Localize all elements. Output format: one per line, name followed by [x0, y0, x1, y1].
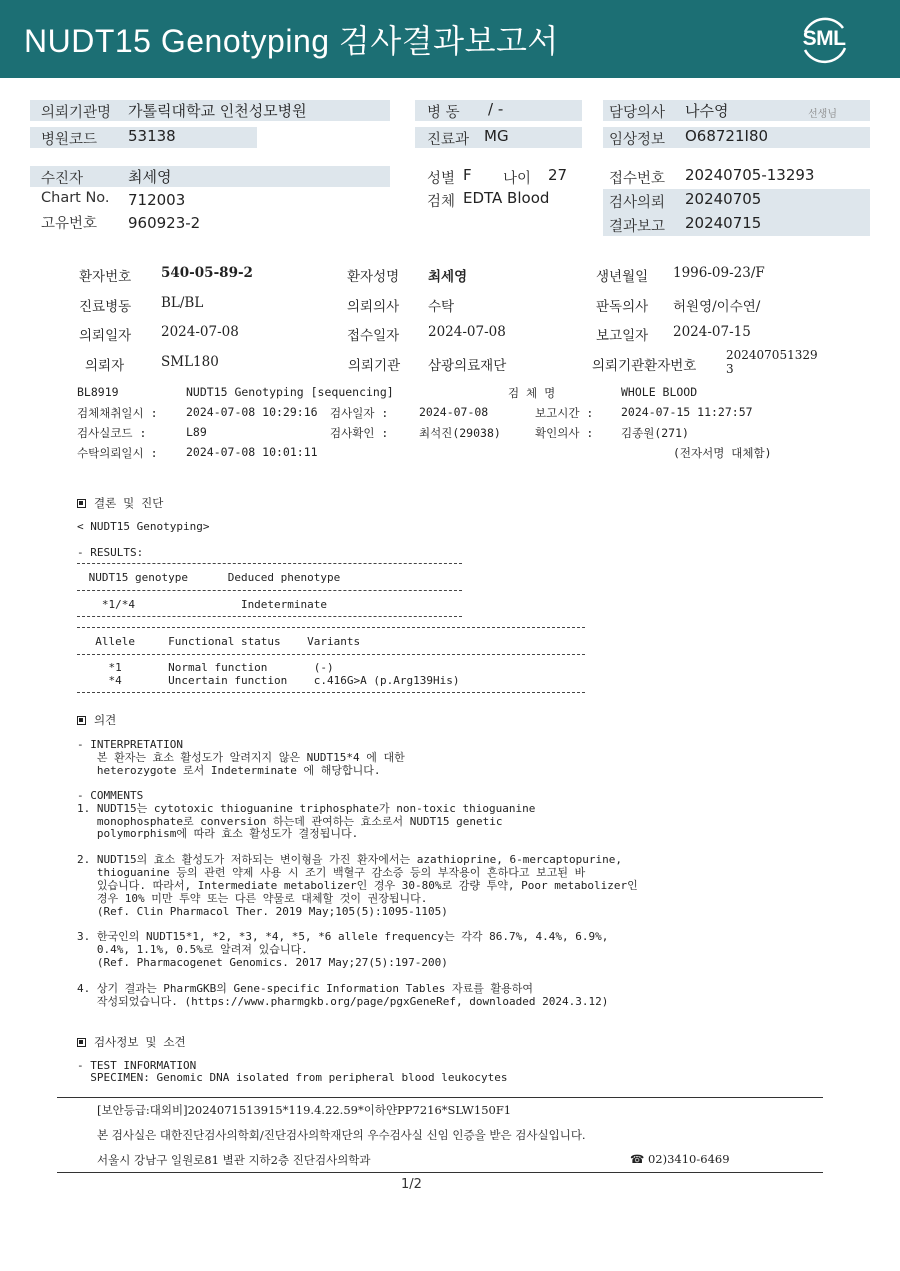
confirm-label: 검사확인 : [330, 426, 389, 440]
comment-2-line-3: 있습니다. 따라서, Intermediate metabolizer인 경우 30-80%로 감량 투약, Poor metabolizer인 [77, 879, 638, 892]
cert-line: 본 검사실은 대한진단검사의학회/진단검사의학재단의 우수검사실 신임 인증을 받은 검사실입니다. [97, 1128, 586, 1142]
table1-mid-rule [77, 590, 462, 591]
reporttime-value: 2024-07-15 11:27:57 [621, 405, 753, 419]
hospital-code-value: 53138 [128, 127, 176, 145]
request-label: 검사의뢰 [609, 195, 666, 211]
ward-label: 병 동 [427, 105, 460, 121]
testinfo-line-1: - TEST INFORMATION [77, 1059, 197, 1072]
opinion-heading [77, 712, 116, 728]
conclusion-heading-text: 결론 및 진단 [94, 496, 164, 510]
table1-row: *1/*4 Indeterminate [82, 598, 328, 611]
comment-3-line-3: (Ref. Pharmacogenet Genomics. 2017 May;27(5):197-200) [77, 956, 448, 969]
comment-1-line-1: 1. NUDT15는 cytotoxic thioguanine triphosphate가 non-toxic thioguanine [77, 802, 536, 815]
doctor-label: 담당의사 [609, 105, 666, 121]
reader-value: 허원영/이수연/ [673, 299, 761, 315]
report-title: NUDT15 Genotyping 검사결과보고서 [24, 23, 559, 59]
age-label: 나이 [503, 171, 532, 187]
consign-label: 수탁의뢰일시 : [77, 446, 158, 460]
ward-grid-value: BL/BL [161, 295, 204, 311]
chart-value: 712003 [128, 191, 186, 209]
confirmdoc-value: 김종원(271) [621, 426, 689, 440]
consign-value: 2024-07-08 10:01:11 [186, 445, 318, 459]
receipt-label: 접수번호 [609, 171, 666, 187]
hospital-code-label: 병원코드 [41, 132, 98, 148]
testinfo-heading-text: 검사정보 및 소견 [94, 1035, 186, 1049]
meta-specimen-value: WHOLE BLOOD [621, 385, 698, 399]
table2-row-2: *4 Uncertain function c.416G>A (p.Arg139His) [82, 674, 460, 687]
page-number: 1/2 [401, 1177, 422, 1192]
comment-2-line-4: 경우 10% 미만 투약 또는 다른 약물로 대체할 것이 권장됩니다. [77, 892, 428, 905]
table2-bottom-rule [77, 692, 585, 693]
interpretation-line-2: 본 환자는 효소 활성도가 알려지지 않은 NUDT15*4 에 대한 [77, 751, 405, 764]
labcode-value: L89 [186, 425, 207, 439]
confirmdoc-label: 확인의사 : [535, 426, 594, 440]
org-patient-no-value: 202407051329 [726, 348, 818, 362]
org-patient-no-label: 의뢰기관환자번호 [592, 358, 697, 374]
chart-label: Chart No. [41, 190, 110, 206]
birth-label: 생년월일 [596, 269, 649, 285]
age-value: 27 [548, 166, 568, 184]
sex-label: 성별 [427, 171, 456, 187]
esign-note: (전자서명 대체함) [673, 446, 772, 460]
table2-top-rule [77, 627, 585, 628]
section-square-icon [77, 716, 86, 725]
table2-mid-rule [77, 654, 585, 655]
table1-top-rule [77, 563, 462, 564]
interpretation-line-1: - INTERPRETATION [77, 738, 183, 751]
dept-label: 진료과 [427, 132, 470, 148]
unique-value: 960923-2 [128, 214, 201, 232]
collect-value: 2024-07-08 10:29:16 [186, 405, 318, 419]
testinfo-heading [77, 1034, 186, 1050]
org-patient-no-value-wrap: 3 [726, 362, 734, 376]
comments-label: - COMMENTS [77, 789, 144, 802]
comment-4-line-2: 작성되었습니다. (https://www.pharmgkb.org/page/pgxGeneRef, downloaded 2024.3.12) [77, 995, 609, 1008]
logo-text: SML [802, 27, 846, 50]
reader-label: 판독의사 [596, 299, 649, 315]
meta-specimen-label: 검 체 명 [508, 386, 556, 400]
sex-value: F [463, 166, 472, 184]
patient-label: 수진자 [41, 171, 84, 187]
patient-value: 최세영 [128, 168, 172, 186]
table1-bottom-rule [77, 616, 462, 617]
rep-date-value: 2024-07-15 [673, 324, 751, 340]
comment-2-line-1: 2. NUDT15의 효소 활성도가 저하되는 변이형을 가진 환자에서는 azathioprine, 6-mercaptopurine, [77, 853, 623, 866]
testdate-value: 2024-07-08 [419, 405, 489, 419]
comment-3-line-1: 3. 한국인의 NUDT15*1, *2, *3, *4, *5, *6 allele frequency는 각각 86.7%, 4.4%, 6.9%, [77, 930, 609, 943]
clinical-value: O68721I80 [685, 127, 769, 145]
req-org-label: 의뢰기관 [348, 358, 401, 374]
test-name: NUDT15 Genotyping [sequencing] [186, 385, 394, 399]
request-value: 20240705 [685, 190, 762, 208]
comment-3-line-2: 0.4%, 1.1%, 0.5%로 알려져 있습니다. [77, 943, 308, 956]
confirm-value: 최석진(29038) [419, 426, 501, 440]
address-line: 서울시 강남구 일원로81 별관 지하2층 진단검사의학과 [97, 1153, 371, 1167]
section-square-icon [77, 499, 86, 508]
dept-value: MG [484, 127, 509, 145]
rec-date-label: 접수일자 [347, 328, 400, 344]
birth-value: 1996-09-23/F [673, 265, 765, 281]
table2-header: Allele Functional status Variants [82, 635, 361, 648]
req-doctor-label: 의뢰의사 [347, 299, 400, 315]
patient-no-label: 환자번호 [79, 269, 132, 285]
conclusion-heading [77, 495, 163, 511]
specimen-value: EDTA Blood [463, 189, 550, 207]
test-code: BL8919 [77, 385, 119, 399]
patient-bar [30, 166, 390, 187]
comment-2-line-5: (Ref. Clin Pharmacol Ther. 2019 May;105(5):1095-1105) [77, 905, 448, 918]
collect-label: 검체채취일시 : [77, 406, 158, 420]
receipt-value: 20240705-13293 [685, 166, 815, 184]
requester-value: SML180 [161, 354, 219, 370]
requester-label: 의뢰자 [85, 358, 125, 374]
testinfo-line-2: SPECIMEN: Genomic DNA isolated from peripheral blood leukocytes [77, 1071, 508, 1084]
comment-2-line-2: thioguanine 등의 관련 약제 사용 시 조기 백혈구 감소증 등의 부작용이 흔하다고 보고된 바 [77, 866, 586, 879]
phone-line: ☎ 02)3410-6469 [630, 1152, 730, 1166]
req-org-value: 삼광의료재단 [428, 358, 507, 374]
opinion-heading-text: 의견 [94, 713, 117, 727]
footer-top-rule [57, 1097, 823, 1098]
security-line: [보안등급:대외비]2024071513915*119.4.22.59*이하얀PP7216*SLW150F1 [97, 1103, 512, 1117]
req-date-label: 의뢰일자 [79, 328, 132, 344]
unique-label: 고유번호 [41, 216, 98, 232]
sml-logo [797, 14, 851, 64]
patient-name-value: 최세영 [428, 269, 468, 285]
req-date-value: 2024-07-08 [161, 324, 239, 340]
specimen-label: 검체 [427, 194, 456, 210]
doctor-suffix: 선생님 [808, 109, 837, 120]
testdate-label: 검사일자 : [330, 406, 389, 420]
ward-value: / - [488, 100, 504, 118]
ward-grid-label: 진료병동 [79, 299, 132, 315]
hospital-label: 의뢰기관명 [41, 105, 112, 121]
interpretation-line-3: heterozygote 로서 Indeterminate 에 해당합니다. [77, 764, 381, 777]
table1-header: NUDT15 genotype Deduced phenotype [82, 571, 341, 584]
patient-name-label: 환자성명 [347, 269, 400, 285]
labcode-label: 검사실코드 : [77, 426, 147, 440]
report-label: 결과보고 [609, 219, 666, 235]
footer-bottom-rule [57, 1172, 823, 1173]
req-doctor-value: 수탁 [428, 299, 455, 315]
comment-1-line-3: polymorphism에 따라 효소 활성도가 결정됩니다. [77, 827, 359, 840]
results-label: - RESULTS: [77, 546, 144, 559]
table2-row-1: *1 Normal function (-) [82, 661, 334, 674]
reporttime-label: 보고시간 : [535, 406, 594, 420]
report-value: 20240715 [685, 214, 762, 232]
comment-1-line-2: monophosphate로 conversion 하는데 관여하는 효소로서 NUDT15 genetic [77, 815, 503, 828]
section-square-icon [77, 1038, 86, 1047]
rep-date-label: 보고일자 [596, 328, 649, 344]
comment-4-line-1: 4. 상기 결과는 PharmGKB의 Gene-specific Information Tables 자료를 활용하여 [77, 982, 534, 995]
rec-date-value: 2024-07-08 [428, 324, 506, 340]
conclusion-subtitle: < NUDT15 Genotyping> [77, 520, 210, 533]
clinical-label: 임상정보 [609, 132, 666, 148]
hospital-value: 가톨릭대학교 인천성모병원 [128, 102, 307, 120]
patient-no-value: 540-05-89-2 [161, 265, 253, 281]
doctor-value: 나수영 [685, 102, 729, 120]
